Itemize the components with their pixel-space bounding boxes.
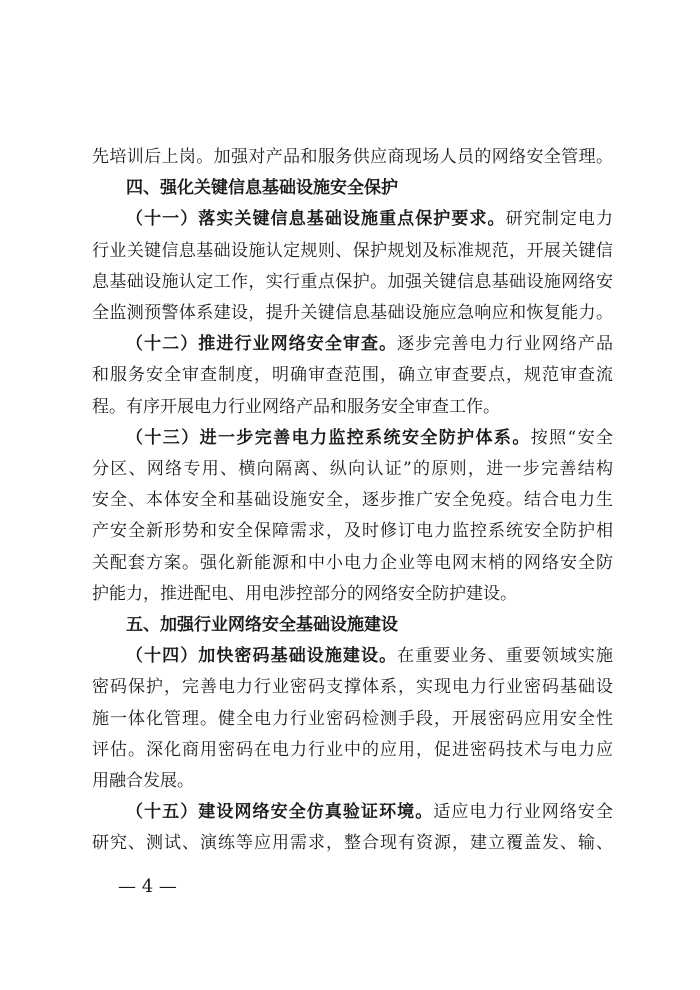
text-run: 息基础设施认定工作，实行重点保护。加强关键信息基础设施网络安 bbox=[92, 271, 613, 292]
text-line bbox=[126, 797, 613, 827]
text-run: 关配套方案。强化新能源和中小电力企业等电网末梢的网络安全防 bbox=[92, 552, 613, 573]
paragraph-lead: （十四）加快密码基础设施建设。 bbox=[126, 646, 398, 667]
text-line bbox=[92, 548, 613, 578]
page-number: — 4 — bbox=[118, 876, 177, 897]
text-run: 适应电力行业网络安全 bbox=[433, 802, 614, 823]
text-run: 施一体化管理。健全电力行业密码检测手段，开展密码应用安全性 bbox=[92, 708, 613, 729]
text-run: 行业关键信息基础设施认定规则、保护规划及标准规范，开展关键信 bbox=[92, 240, 613, 261]
text-line bbox=[126, 423, 613, 453]
text-line bbox=[92, 142, 613, 172]
text-run: 先培训后上岗。加强对产品和服务供应商现场人员的网络安全管理。 bbox=[92, 147, 613, 167]
text-run: 和服务安全审查制度，明确审查范围，确立审查要点，规范审查流 bbox=[92, 365, 613, 386]
text-run: 全监测预警体系建设，提升关键信息基础设施应急响应和恢复能力。 bbox=[92, 303, 613, 323]
text-line bbox=[92, 267, 613, 297]
text-line bbox=[92, 516, 613, 546]
text-line bbox=[126, 329, 613, 359]
text-line bbox=[92, 392, 613, 422]
text-run: 研究制定电力 bbox=[505, 209, 614, 230]
section-heading bbox=[126, 610, 613, 640]
text-line bbox=[92, 298, 613, 328]
text-line bbox=[92, 579, 613, 609]
text-line bbox=[92, 704, 613, 734]
paragraph-lead: （十三）进一步完善电力监控系统安全防护体系。 bbox=[126, 427, 531, 448]
text-line bbox=[92, 454, 613, 484]
text-line bbox=[92, 735, 613, 765]
text-run: 护能力，推进配电、用电涉控部分的网络安全防护建设。 bbox=[92, 583, 517, 604]
text-run: 用融合发展。 bbox=[92, 771, 194, 791]
paragraph-lead: （十一）落实关键信息基础设施重点保护要求。 bbox=[126, 209, 506, 230]
paragraph-lead: （十二）推进行业网络安全审查。 bbox=[126, 334, 398, 355]
text-run: 分区、网络专用、横向隔离、纵向认证”的原则，进一步完善结构 bbox=[92, 459, 613, 479]
text-line bbox=[92, 828, 613, 858]
text-run: 在重要业务、重要领域实施 bbox=[397, 646, 614, 667]
text-line bbox=[92, 672, 613, 702]
text-run: 密码保护，完善电力行业密码支撑体系，实现电力行业密码基础设 bbox=[92, 677, 613, 698]
section-heading bbox=[126, 173, 613, 203]
text-line bbox=[126, 204, 613, 234]
text-line bbox=[92, 360, 613, 390]
text-line bbox=[92, 766, 613, 796]
text-run: 研究、测试、演练等应用需求，整合现有资源，建立覆盖发、输、 bbox=[92, 833, 613, 854]
text-run: 按照“安全 bbox=[530, 427, 613, 448]
text-run: 五、加强行业网络安全基础设施建设 bbox=[126, 615, 398, 635]
text-line bbox=[92, 236, 613, 266]
text-line bbox=[92, 485, 613, 515]
text-line bbox=[126, 641, 613, 671]
text-run: 评估。深化商用密码在电力行业中的应用，促进密码技术与电力应 bbox=[92, 739, 613, 760]
text-run: 四、强化关键信息基础设施安全保护 bbox=[126, 178, 398, 199]
text-run: 产安全新形势和安全保障需求，及时修订电力监控系统安全防护相 bbox=[92, 521, 613, 542]
text-run: 逐步完善电力行业网络产品 bbox=[397, 334, 614, 355]
text-run: 程。有序开展电力行业网络产品和服务安全审查工作。 bbox=[92, 396, 500, 417]
paragraph-lead: （十五）建设网络安全仿真验证环境。 bbox=[126, 802, 434, 823]
text-run: 安全、本体安全和基础设施安全，逐步推广安全免疫。结合电力生 bbox=[92, 490, 613, 511]
